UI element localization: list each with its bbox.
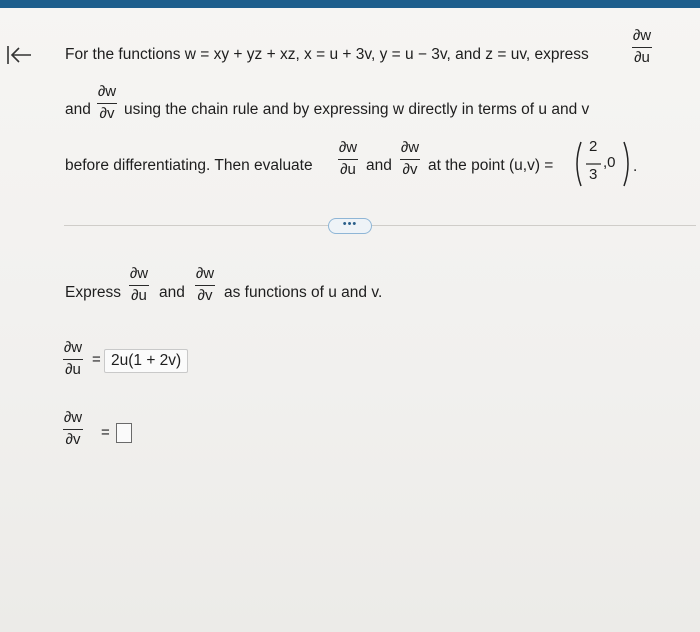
- fraction-dw-dv-part: ∂w ∂v: [195, 265, 215, 305]
- more-button[interactable]: •••: [328, 218, 372, 234]
- point-rest: ,0: [603, 154, 616, 171]
- fraction-dw-dv-line3: ∂w ∂v: [400, 139, 420, 179]
- fraction-dw-dv-line2: ∂w ∂v: [97, 83, 117, 123]
- top-bar: [0, 0, 700, 8]
- question-point-label: at the point (u,v) =: [428, 157, 554, 174]
- fraction-dw-du-part: ∂w ∂u: [129, 265, 149, 305]
- equals-sign-2: =: [101, 424, 110, 441]
- express-label: Express: [65, 284, 121, 301]
- question-period: .: [633, 158, 638, 175]
- equals-sign-1: =: [92, 351, 101, 368]
- question-and-2: and: [366, 157, 392, 174]
- question-line-2: using the chain rule and by expressing w directly in terms of u and v: [124, 101, 590, 118]
- part-and-label: and: [159, 284, 185, 301]
- fraction-dw-dv-answer: ∂w ∂v: [63, 409, 83, 449]
- question-line-1: For the functions w = xy + yz + xz, x = u + 3v, y = u − 3v, and z = uv, express: [65, 46, 589, 63]
- dw-dv-answer-field[interactable]: [116, 423, 132, 443]
- question-and-1: and: [65, 101, 91, 118]
- fraction-dw-du-answer: ∂w ∂u: [63, 339, 83, 379]
- back-arrow-icon[interactable]: [6, 44, 32, 66]
- fraction-dw-du-line3: ∂w ∂u: [338, 139, 358, 179]
- fraction-dw-du-header: ∂w ∂u: [632, 27, 652, 67]
- point-numerator: 2: [589, 138, 598, 155]
- dw-du-answer-field[interactable]: 2u(1 + 2v): [104, 349, 188, 373]
- question-line-3: before differentiating. Then evaluate: [65, 157, 313, 174]
- section-divider: [64, 225, 696, 226]
- point-denominator: 3: [589, 166, 598, 183]
- part-suffix: as functions of u and v.: [224, 284, 383, 301]
